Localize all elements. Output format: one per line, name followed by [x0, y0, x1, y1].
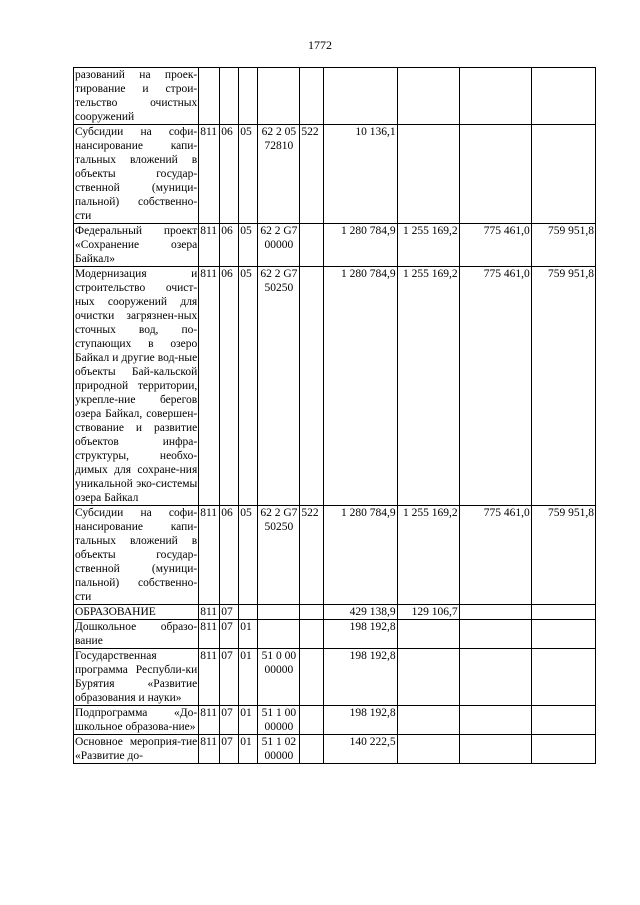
- amount-cell-4: [531, 620, 595, 649]
- expense-type-cell: 522: [300, 506, 324, 605]
- amount-cell-4: [531, 649, 595, 706]
- row-name-cell: Модернизация и строительство очист-ных сооружений для очистки загрязнен-ных сточных вод, по-ступающих в озеро Байкал и другие вод-ные объекты Бай-кальской природной территории, укрепле-ние берегов озера Байкал, совершен-ствование и развитие объектов инфра-структуры, необхо-димых для сохране-ния уникальной эко-системы озера Байкал: [75, 268, 198, 504]
- amount-cell-2: 1 255 169,2: [397, 267, 459, 506]
- grbs-cell: 811: [199, 605, 220, 620]
- subsection-cell: 01: [239, 649, 258, 706]
- table-row: [74, 224, 596, 267]
- amount-cell-3: 775 461,0: [459, 506, 531, 605]
- subsection-cell: [239, 605, 258, 620]
- grbs-cell: 811: [199, 706, 220, 735]
- budget-table: [73, 67, 596, 764]
- amount-cell-3: [459, 735, 531, 764]
- target-article-cell: [258, 620, 300, 649]
- grbs-cell: 811: [199, 735, 220, 764]
- amount-cell-1: 1 280 784,9: [324, 267, 397, 506]
- table-body: [74, 68, 596, 764]
- table-row: [74, 649, 596, 706]
- section-cell: 07: [220, 649, 239, 706]
- subsection-cell: 05: [239, 506, 258, 605]
- amount-cell-4: [531, 125, 595, 224]
- section-cell: 06: [220, 506, 239, 605]
- target-article-cell: [258, 68, 300, 125]
- grbs-cell: 811: [199, 506, 220, 605]
- table-row: [74, 706, 596, 735]
- amount-cell-1: 10 136,1: [324, 125, 397, 224]
- subsection-cell: 05: [239, 125, 258, 224]
- amount-cell-3: [459, 706, 531, 735]
- amount-cell-3: 775 461,0: [459, 224, 531, 267]
- subsection-cell: 01: [239, 706, 258, 735]
- row-name-cell: Субсидии на софи-нансирование капи-тальных вложений в объекты государ-ственной (муници-пальной) собственно-сти: [75, 507, 198, 603]
- section-cell: 07: [220, 620, 239, 649]
- section-cell: [220, 68, 239, 125]
- amount-cell-1: 1 280 784,9: [324, 224, 397, 267]
- grbs-cell: 811: [199, 267, 220, 506]
- grbs-cell: 811: [199, 620, 220, 649]
- grbs-cell: 811: [199, 224, 220, 267]
- amount-cell-4: 759 951,8: [531, 267, 595, 506]
- amount-cell-4: [531, 605, 595, 620]
- target-article-cell: 62 2 05 72810: [258, 125, 300, 224]
- row-name-cell: Федеральный проект «Сохранение озера Байкал»: [75, 225, 198, 265]
- target-article-cell: [258, 605, 300, 620]
- amount-cell-2: [397, 125, 459, 224]
- subsection-cell: 01: [239, 735, 258, 764]
- grbs-cell: [199, 68, 220, 125]
- expense-type-cell: [300, 706, 324, 735]
- subsection-cell: 05: [239, 224, 258, 267]
- amount-cell-2: [397, 68, 459, 125]
- amount-cell-3: [459, 605, 531, 620]
- target-article-cell: 51 1 02 00000: [258, 735, 300, 764]
- amount-cell-2: [397, 735, 459, 764]
- target-article-cell: 62 2 G7 00000: [258, 224, 300, 267]
- page-number: 1772: [308, 38, 332, 52]
- target-article-cell: 62 2 G7 50250: [258, 506, 300, 605]
- amount-cell-4: [531, 735, 595, 764]
- amount-cell-1: 198 192,8: [324, 620, 397, 649]
- section-cell: 06: [220, 125, 239, 224]
- row-name-cell: ОБРАЗОВАНИЕ: [74, 605, 199, 620]
- expense-type-cell: [300, 68, 324, 125]
- row-name-cell: Субсидии на софи-нансирование капи-тальных вложений в объекты государ-ственной (муници-пальной) собственно-сти: [75, 126, 198, 222]
- row-name-cell: Подпрограмма «До-школьное образова-ние»: [75, 707, 198, 733]
- expense-type-cell: [300, 649, 324, 706]
- amount-cell-3: 775 461,0: [459, 267, 531, 506]
- table-row: [74, 125, 596, 224]
- expense-type-cell: [300, 735, 324, 764]
- table-row: [74, 620, 596, 649]
- subsection-cell: 05: [239, 267, 258, 506]
- amount-cell-2: 1 255 169,2: [397, 506, 459, 605]
- amount-cell-4: 759 951,8: [531, 506, 595, 605]
- amount-cell-2: [397, 706, 459, 735]
- amount-cell-1: 198 192,8: [324, 649, 397, 706]
- expense-type-cell: [300, 620, 324, 649]
- row-name-cell: Государственная программа Республи-ки Бурятия «Развитие образования и науки»: [75, 650, 198, 704]
- section-cell: 07: [220, 605, 239, 620]
- subsection-cell: [239, 68, 258, 125]
- amount-cell-2: [397, 620, 459, 649]
- amount-cell-2: 1 255 169,2: [397, 224, 459, 267]
- section-cell: 07: [220, 735, 239, 764]
- table-row: [74, 506, 596, 605]
- amount-cell-3: [459, 620, 531, 649]
- table-row: [74, 605, 596, 620]
- row-name-cell: Дошкольное образо-вание: [75, 621, 198, 647]
- table-row: [74, 735, 596, 764]
- grbs-cell: 811: [199, 649, 220, 706]
- expense-type-cell: [300, 605, 324, 620]
- amount-cell-1: 140 222,5: [324, 735, 397, 764]
- section-cell: 07: [220, 706, 239, 735]
- amount-cell-4: [531, 706, 595, 735]
- amount-cell-2: 129 106,7: [397, 605, 459, 620]
- row-name-cell: разований на проек-тирование и строи-тельство очистных сооружений: [75, 69, 198, 123]
- amount-cell-3: [459, 125, 531, 224]
- table-row: [74, 267, 596, 506]
- amount-cell-4: 759 951,8: [531, 224, 595, 267]
- expense-type-cell: [300, 224, 324, 267]
- amount-cell-1: 1 280 784,9: [324, 506, 397, 605]
- target-article-cell: 62 2 G7 50250: [258, 267, 300, 506]
- section-cell: 06: [220, 224, 239, 267]
- subsection-cell: 01: [239, 620, 258, 649]
- amount-cell-1: 429 138,9: [324, 605, 397, 620]
- amount-cell-1: [324, 68, 397, 125]
- section-cell: 06: [220, 267, 239, 506]
- amount-cell-3: [459, 68, 531, 125]
- amount-cell-4: [531, 68, 595, 125]
- amount-cell-3: [459, 649, 531, 706]
- amount-cell-1: 198 192,8: [324, 706, 397, 735]
- row-name-cell: Основное мероприя-тие «Развитие до-: [75, 736, 198, 762]
- grbs-cell: 811: [199, 125, 220, 224]
- expense-type-cell: [300, 267, 324, 506]
- amount-cell-2: [397, 649, 459, 706]
- target-article-cell: 51 1 00 00000: [258, 706, 300, 735]
- table-row: [74, 68, 596, 125]
- target-article-cell: 51 0 00 00000: [258, 649, 300, 706]
- expense-type-cell: 522: [300, 125, 324, 224]
